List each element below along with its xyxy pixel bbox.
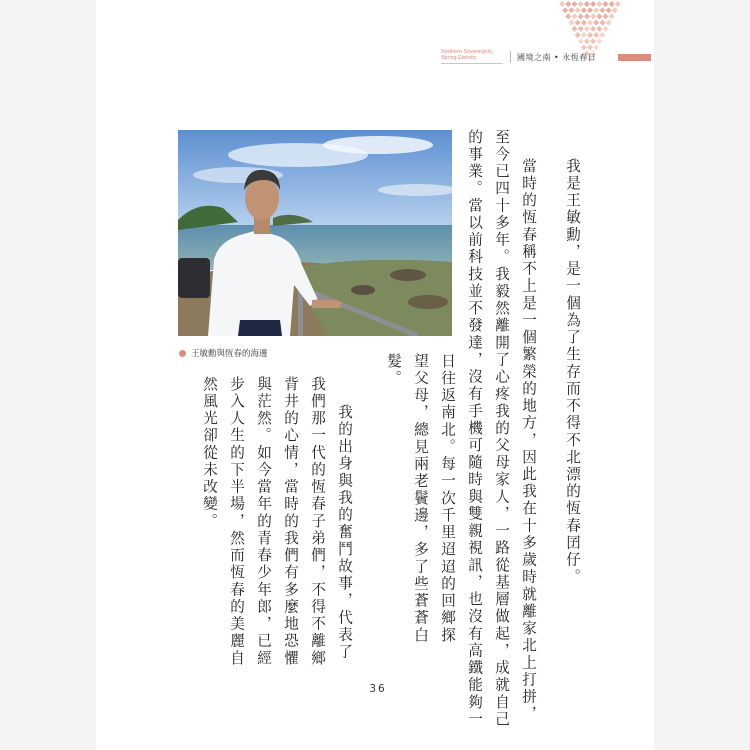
- body-column: 與茫然。如今當年的青春少年郎，已經: [255, 376, 272, 668]
- running-header: [441, 49, 651, 69]
- body-column: 至今已四十多年。我毅然離開了心疼我的父母家人，一路從基層做起，成就自己: [493, 129, 510, 729]
- body-column: 髮。: [385, 353, 402, 388]
- body-column: 當時的恆春稱不上是一個繁榮的地方，因此我在十多歲時就離家北上打拼，: [520, 158, 537, 723]
- header-rule: [441, 63, 503, 64]
- header-divider: [510, 51, 511, 63]
- seaside-photo: [178, 130, 452, 336]
- body-column: 背井的心情，當時的我們有多麼地恐懼: [282, 376, 299, 668]
- body-column: 我的出身與我的奮鬥故事，代表了: [336, 404, 353, 661]
- body-column: 的事業。當以前科技並不發達，沒有手機可隨時與雙親視訊，也沒有高鐵能夠一: [466, 129, 483, 729]
- body-column: 步入人生的下半場，然而恆春的美麗自: [228, 376, 245, 668]
- page-number: 36: [369, 683, 387, 695]
- caption-bullet-icon: [179, 350, 186, 357]
- header-english-title: Northern Sovereignty, Spring Eternity: [441, 49, 494, 62]
- photo-caption: 王敏勳與恆春的海邊: [179, 347, 268, 359]
- header-chapter-title: 國境之南 • 永恆春日: [517, 53, 597, 62]
- body-column: 日往返南北。每一次千里迢迢的回鄉探: [439, 353, 456, 645]
- body-column: 我是王敏勳，是一個為了生存而不得不北漂的恆春囝仔。: [564, 158, 581, 586]
- body-column: 我們那一代的恆春子弟們，不得不離鄉: [309, 376, 326, 668]
- body-column: 然風光卻從未改變。: [201, 376, 218, 531]
- body-column: 望父母，總見兩老鬢邊，多了些蒼蒼白: [412, 353, 429, 645]
- header-color-tab: [618, 54, 651, 61]
